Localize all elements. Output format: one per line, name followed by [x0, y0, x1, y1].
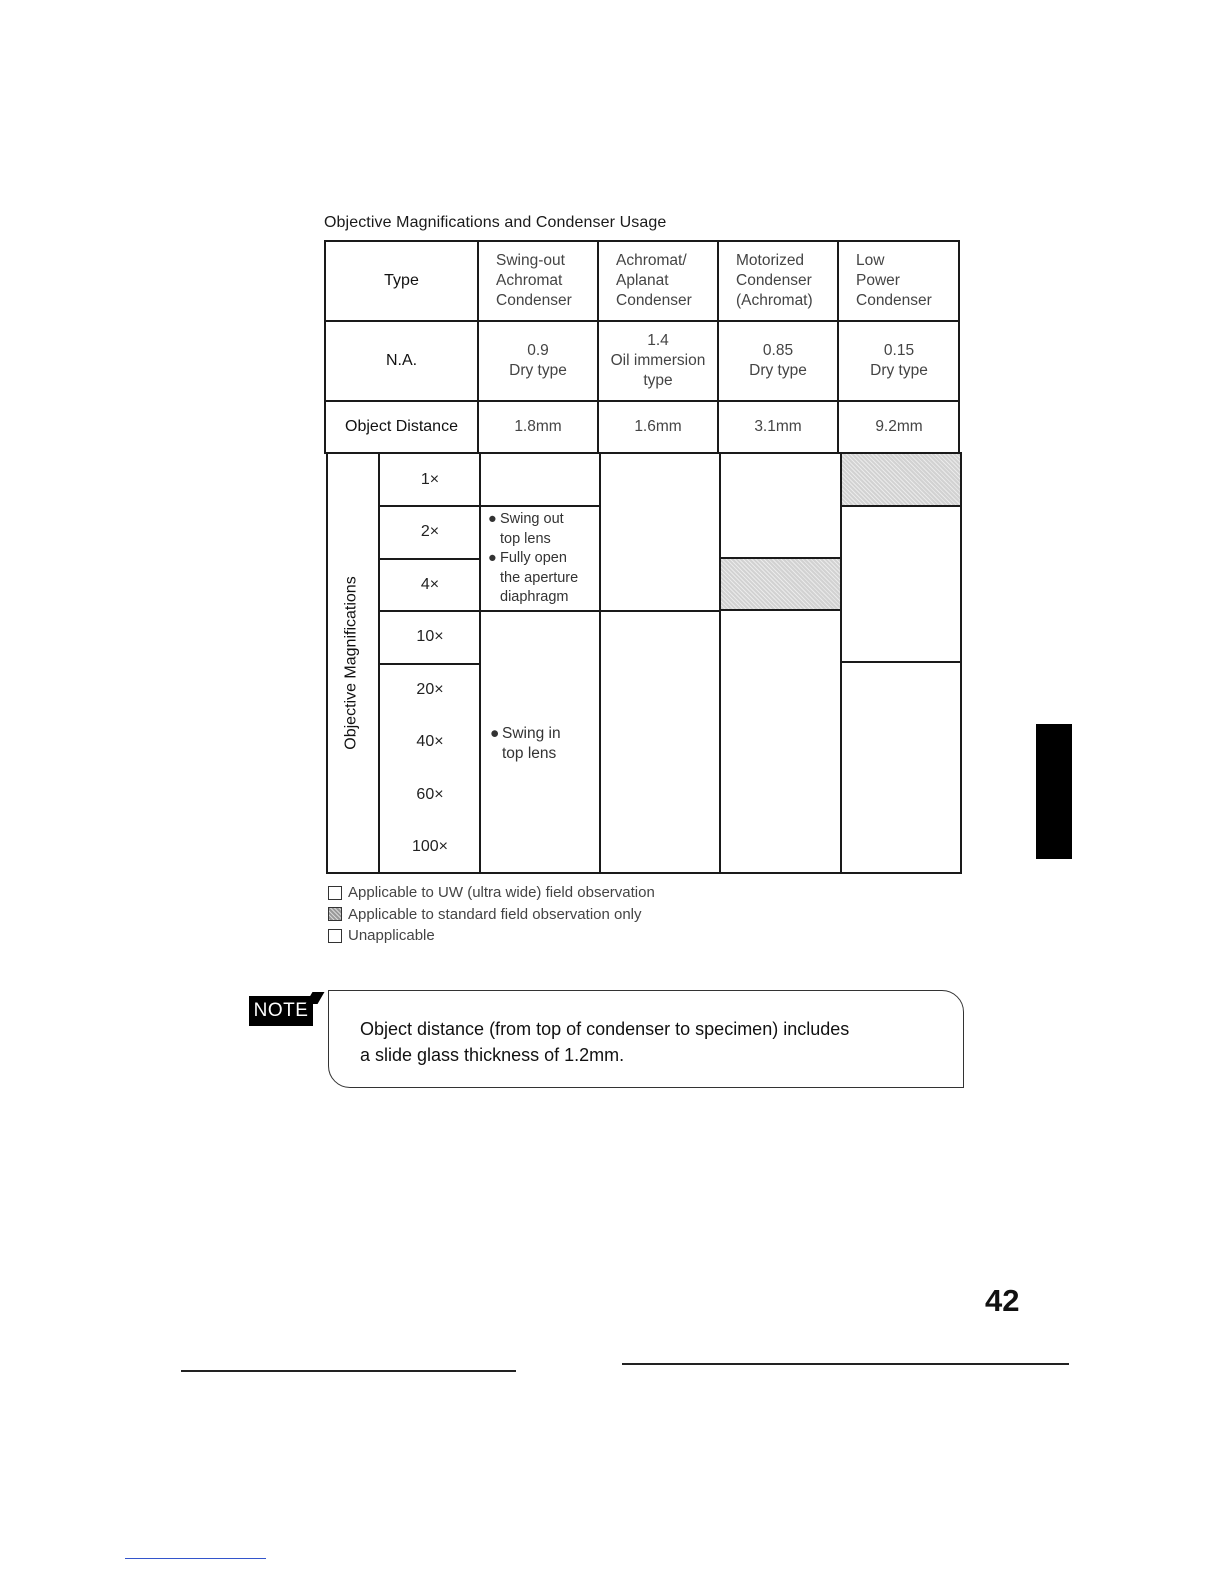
na-value: 0.15 Dry type — [870, 342, 928, 379]
magnification-label: 60× — [416, 786, 444, 803]
table-rule — [597, 240, 599, 453]
table-rule — [719, 453, 721, 873]
magnification-label: 10× — [416, 628, 444, 645]
page-caption: Objective Magnifications and Condenser Usage — [324, 214, 667, 231]
table-border — [958, 240, 960, 454]
empty-box-icon — [328, 929, 342, 943]
high-magnification-note: ● Swing in top lens — [490, 725, 561, 762]
magnification-label: 100× — [411, 838, 449, 855]
object-distance-label: Object Distance — [345, 418, 458, 435]
footer-rule — [125, 1558, 266, 1559]
table-rule — [477, 240, 479, 453]
table-border — [324, 240, 326, 454]
object-distance-value: 1.6mm — [634, 418, 682, 435]
table-rule — [479, 505, 599, 507]
objective-magnifications-label: Objective Magnifications — [343, 576, 361, 750]
shaded-box-icon — [328, 907, 342, 921]
table-rule — [324, 452, 962, 454]
note-tag: NOTE — [249, 996, 313, 1026]
bullet-icon: ● — [488, 550, 497, 566]
legend-item: Unapplicable — [328, 925, 655, 947]
shaded-cell-standard-only — [721, 558, 840, 610]
note-text: Object distance (from top of condenser to specimen) includes a slide glass thickness of 1.2mm. — [360, 1019, 850, 1065]
magnification-label: 1× — [420, 471, 440, 488]
legend-item: Applicable to standard field observation only — [328, 904, 655, 926]
column-header: Achromat/ Aplanat Condenser — [616, 252, 692, 309]
footer-rule — [181, 1370, 516, 1372]
magnification-label: 4× — [420, 576, 440, 593]
bullet-icon: ● — [488, 511, 497, 527]
column-header: Motorized Condenser (Achromat) — [736, 252, 813, 309]
table-border — [960, 453, 962, 874]
table-border — [326, 453, 328, 874]
page-number: 42 — [985, 1283, 1020, 1318]
object-distance-value: 3.1mm — [754, 418, 802, 435]
table-rule — [717, 240, 719, 453]
table-rule — [378, 610, 480, 612]
na-value: 1.4 Oil immersion type — [610, 332, 706, 389]
footer-rule — [622, 1363, 1069, 1365]
magnification-label: 2× — [420, 523, 440, 540]
table-border — [326, 872, 962, 874]
low-magnification-note: ● Swing out top lens ● Fully open the aperture diaphragm — [488, 511, 579, 605]
magnification-label: 20× — [416, 681, 444, 698]
object-distance-value: 1.8mm — [514, 418, 562, 435]
na-label: N.A. — [385, 352, 418, 369]
object-distance-value: 9.2mm — [875, 418, 923, 435]
table-rule — [837, 240, 839, 453]
column-header: Low Power Condenser — [856, 252, 932, 309]
shaded-cell-standard-only — [841, 453, 960, 505]
table-rule — [719, 609, 840, 611]
table-rule — [840, 453, 842, 873]
table-rule — [840, 505, 961, 507]
magnification-label: 40× — [416, 733, 444, 750]
type-label: Type — [384, 272, 419, 289]
table-rule — [324, 400, 960, 402]
section-tab-marker — [1036, 724, 1072, 859]
table-border — [324, 240, 960, 242]
column-header: Swing-out Achromat Condenser — [496, 252, 572, 309]
bullet-icon: ● — [490, 725, 500, 742]
table-rule — [840, 661, 961, 663]
table-rule — [599, 453, 601, 873]
table-rule — [378, 558, 480, 560]
table-rule — [719, 557, 840, 559]
legend — [328, 882, 655, 947]
na-value: 0.85 Dry type — [749, 342, 807, 379]
table-rule — [324, 320, 960, 322]
na-value: 0.9 Dry type — [509, 342, 567, 379]
empty-box-icon — [328, 886, 342, 900]
legend-item: Applicable to UW (ultra wide) field observation — [328, 882, 655, 904]
table-rule — [479, 610, 720, 612]
table-rule — [378, 505, 480, 507]
table-rule — [378, 663, 480, 665]
